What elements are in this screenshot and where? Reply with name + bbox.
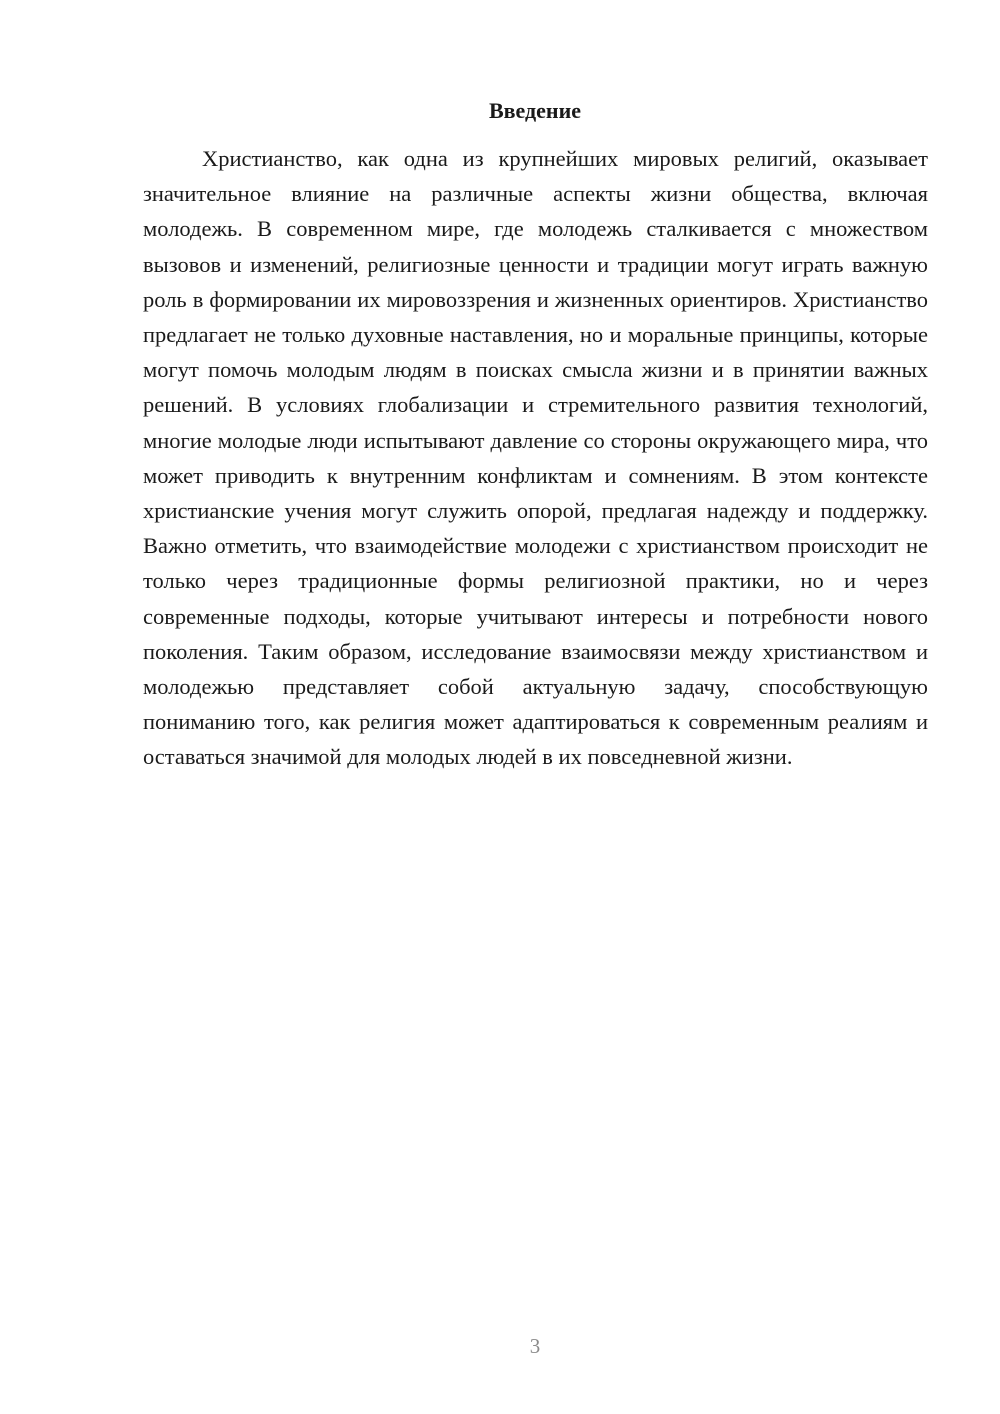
section-heading: Введение bbox=[488, 98, 582, 123]
page-number: 3 bbox=[529, 1334, 541, 1358]
intro-paragraph: Христианство, как одна из крупнейших мировых религий, оказывает значительное влияние на различные аспекты жизни общества, включая молодежь. В современном мире, где молодежь сталкивается с множеством вызовов и изменений, религиозные ценности и традиции могут играть важную роль в формировании их мировоззрения и жизненных ориентиров. Христианство предлагает не только духовные наставления, но и моральные принципы, которые могут помочь молодым людям в поисках смысла жизни и в принятии важных решений. В условиях глобализации и стремительного развития технологий, многие молодые люди испытывают давление со стороны окружающего мира, что может приводить к внутренним конфликтам и сомнениям. В этом контексте христианские учения могут служить опорой, предлагая надежду и поддержку. Важно отметить, что взаимодействие молодежи с христианством происходит не только через традиционные формы религиозной практики, но и через современные подходы, которые учитывают интересы и потребности нового поколения. Таким образом, исследование взаимосвязи между христианством и молодежью представляет собой актуальную задачу, способствующую пониманию того, как религия может адаптироваться к современным реалиям и оставаться значимой для молодых людей в их повседневной жизни. bbox=[143, 146, 928, 770]
